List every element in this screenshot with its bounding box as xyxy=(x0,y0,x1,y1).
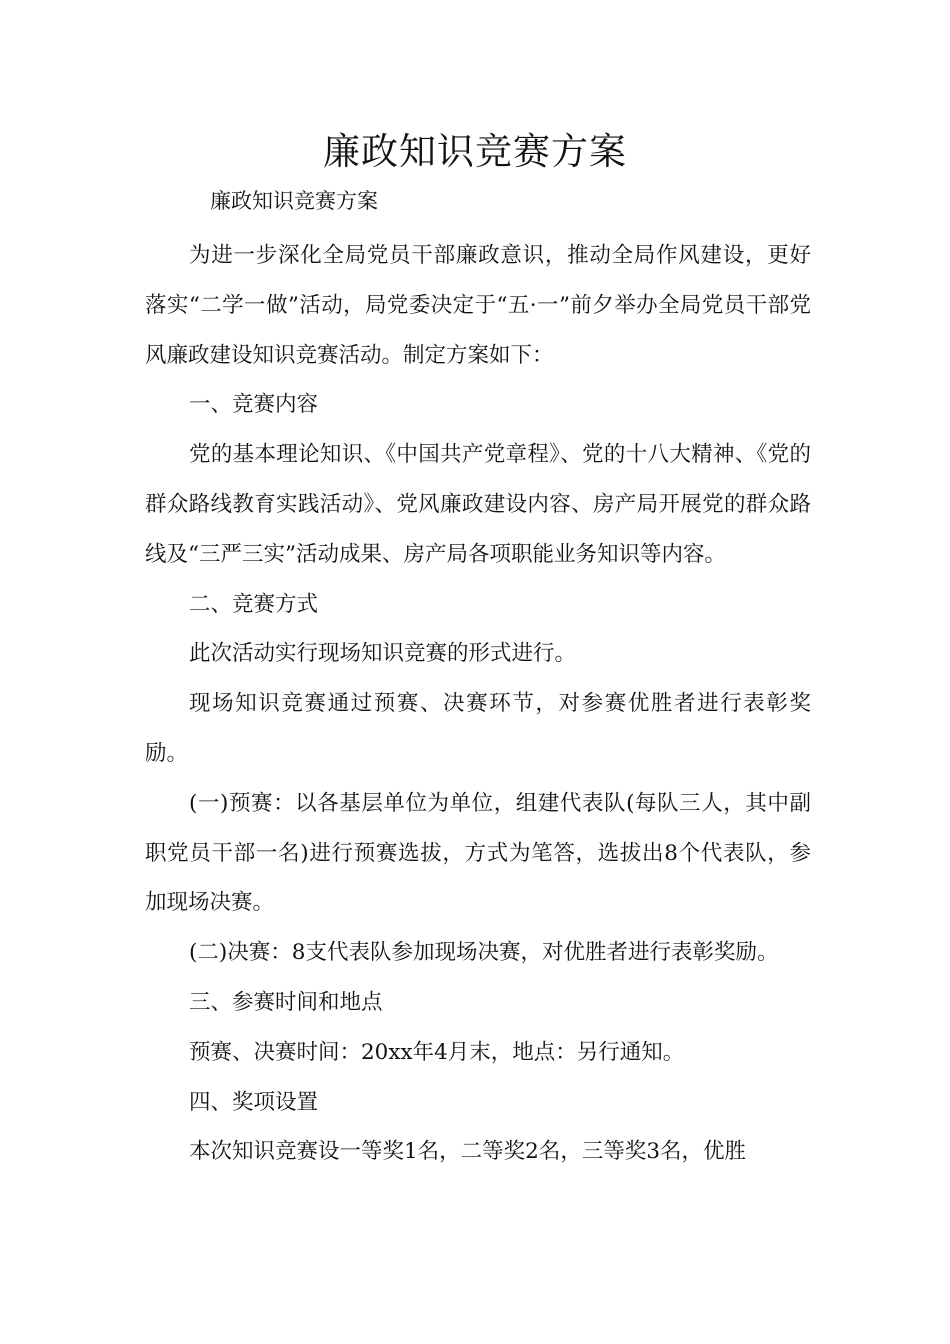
paragraph-method: 此次活动实行现场知识竞赛的形式进行。 xyxy=(189,641,577,667)
section-heading-time-place: 三、参赛时间和地点 xyxy=(189,989,383,1015)
document-title: 廉政知识竞赛方案 xyxy=(323,130,627,173)
section-heading-method: 二、竞赛方式 xyxy=(189,591,319,617)
section-heading-awards: 四、奖项设置 xyxy=(189,1089,319,1115)
paragraph-stages: 现场知识竞赛通过预赛、决赛环节，对参赛优胜者进行表彰奖励。 xyxy=(145,691,811,766)
document-subtitle: 廉政知识竞赛方案 xyxy=(210,189,378,213)
paragraph-awards: 本次知识竞赛设一等奖1名，二等奖2名，三等奖3名，优胜 xyxy=(189,1139,747,1165)
paragraph-final: (二)决赛：8支代表队参加现场决赛，对优胜者进行表彰奖励。 xyxy=(189,940,779,966)
section-heading-content: 一、竞赛内容 xyxy=(189,392,319,418)
document-body xyxy=(145,231,811,1177)
paragraph-intro: 为进一步深化全局党员干部廉政意识，推动全局作风建设，更好落实“二学一做”活动，局党委决定于“五·一”前夕举办全局党员干部党风廉政建设知识竞赛活动。制定方案如下： xyxy=(145,243,811,368)
paragraph-content: 党的基本理论知识、《中国共产党章程》、党的十八大精神、《党的群众路线教育实践活动》、党风廉政建设内容、房产局开展党的群众路线及“三严三实”活动成果、房产局各项职能业务知识等内容。 xyxy=(145,442,811,567)
paragraph-preliminary: (一)预赛：以各基层单位为单位，组建代表队(每队三人，其中副职党员干部一名)进行预赛选拔，方式为笔答，选拔出8个代表队，参加现场决赛。 xyxy=(145,790,811,916)
paragraph-time-place: 预赛、决赛时间：20xx年4月末，地点：另行通知。 xyxy=(189,1039,685,1065)
